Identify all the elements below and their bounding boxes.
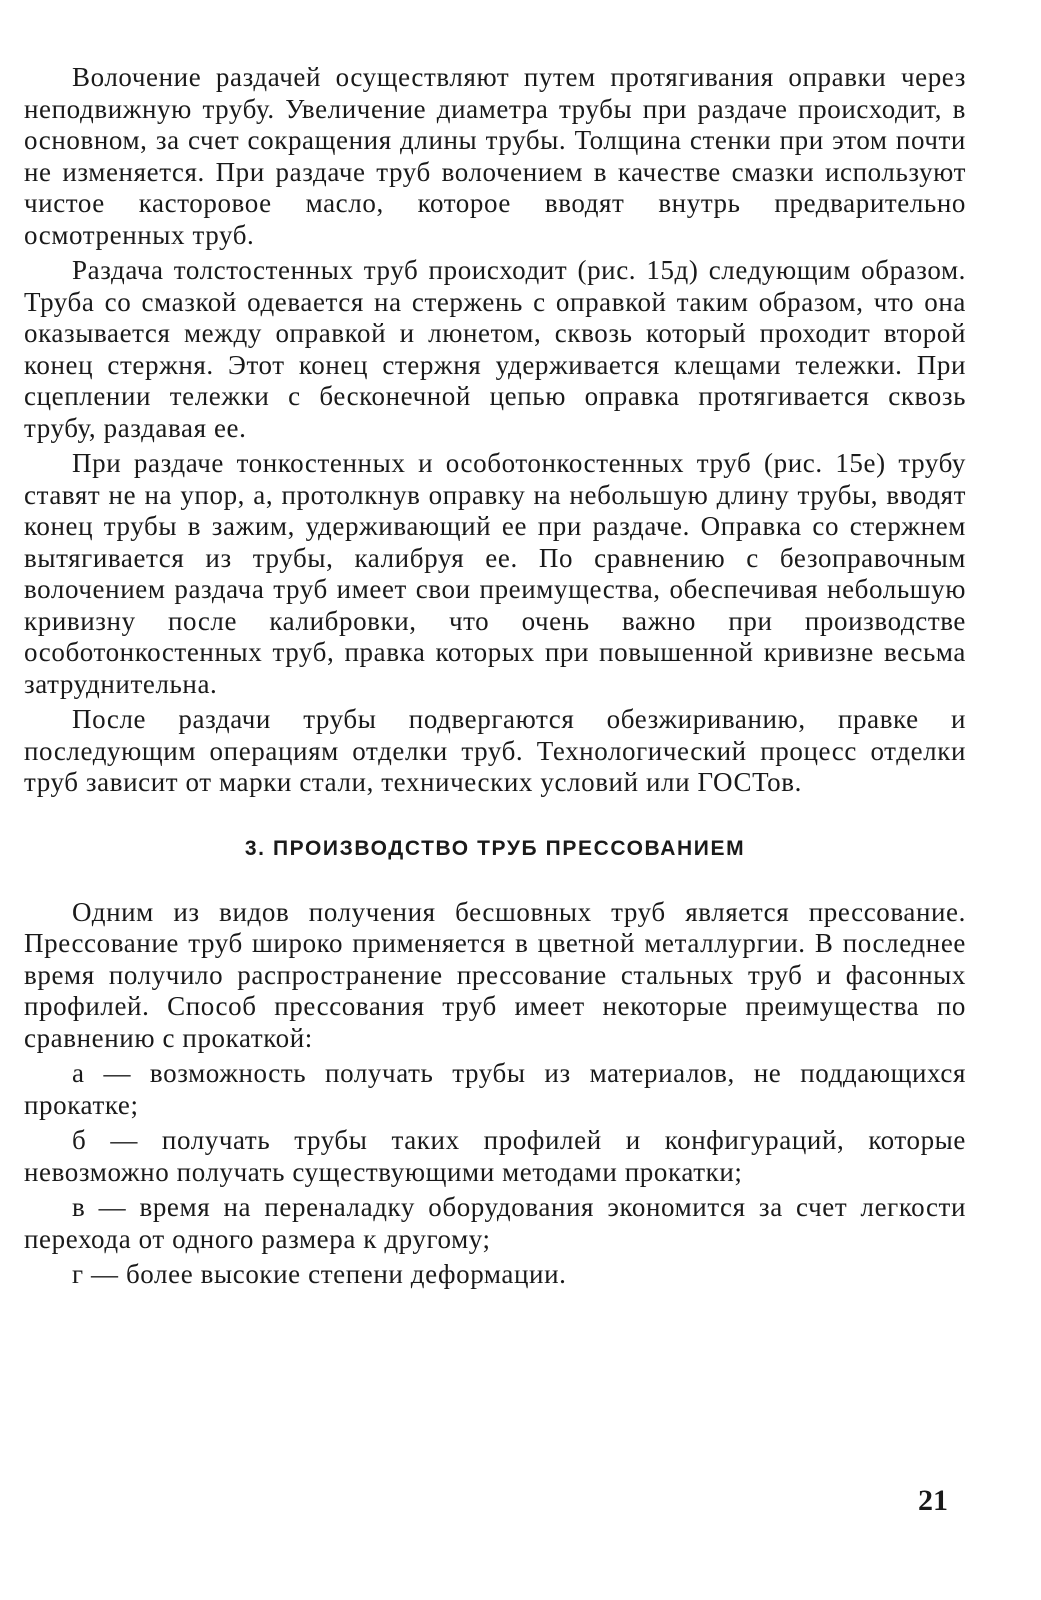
section-heading: 3. ПРОИЗВОДСТВО ТРУБ ПРЕССОВАНИЕМ (244, 836, 746, 860)
paragraph-finishing: После раздачи трубы подвергаются обезжириванию, правке и последующим операциям отделки труб. Технологический процесс отделки труб зависит от марки стали, технических условий или ГОСТов. (24, 704, 966, 797)
paragraph-drawing-by-expansion: Волочение раздачей осуществляют путем протягивания оправки через неподвижную трубу. Увеличение диаметра трубы при раздаче происходит, в основном, за счет сокращения длины трубы. Толщина стенки при этом почти не изменяется. При раздаче труб волочением в качестве смазки используют чистое касторовое масло, которое вводят внутрь предварительно осмотренных труб. (24, 62, 966, 250)
paragraph-thick-wall-expansion: Раздача толстостенных труб происходит (рис. 15д) следующим образом. Труба со смазкой одевается на стержень с оправкой таким образом, что она оказывается между оправкой и люнетом, сквозь который проходит второй конец стержня. Этот конец стержня удерживается клещами тележки. При сцеплении тележки с бесконечной цепью оправка протягивается сквозь трубу, раздавая ее. (24, 255, 966, 443)
list-item-b: б — получать трубы таких профилей и конфигураций, которые невозможно получать существующими методами прокатки; (24, 1125, 966, 1187)
page-number: 21 (918, 1484, 948, 1517)
list-item-c: в — время на переналадку оборудования экономится за счет легкости перехода от одного размера к другому; (24, 1192, 966, 1254)
paragraph-pressing-intro: Одним из видов получения бесшовных труб является прессование. Прессование труб широко применяется в цветной металлургии. В последнее время получило распространение прессование стальных труб и фасонных профилей. Способ прессования труб имеет некоторые преимущества по сравнению с прокаткой: (24, 896, 966, 1053)
paragraph-thin-wall-expansion: При раздаче тонкостенных и особотонкостенных труб (рис. 15е) трубу ставят не на упор, а, протолкнув оправку на небольшую длину трубы, вводят конец трубы в зажим, удерживающий ее при раздаче. Оправка со стержнем вытягивается из трубы, калибруя ее. По сравнению с безоправочным волочением раздача труб имеет свои преимущества, обеспечивая небольшую кривизну после калибровки, что очень важно при производстве особотонкостенных труб, правка которых при повышенной кривизне весьма затруднительна. (24, 448, 966, 699)
list-item-a: а — возможность получать трубы из материалов, не поддающихся прокатке; (24, 1058, 966, 1120)
list-item-d: г — более высокие степени деформации. (72, 1259, 567, 1289)
page-body (24, 62, 966, 1291)
